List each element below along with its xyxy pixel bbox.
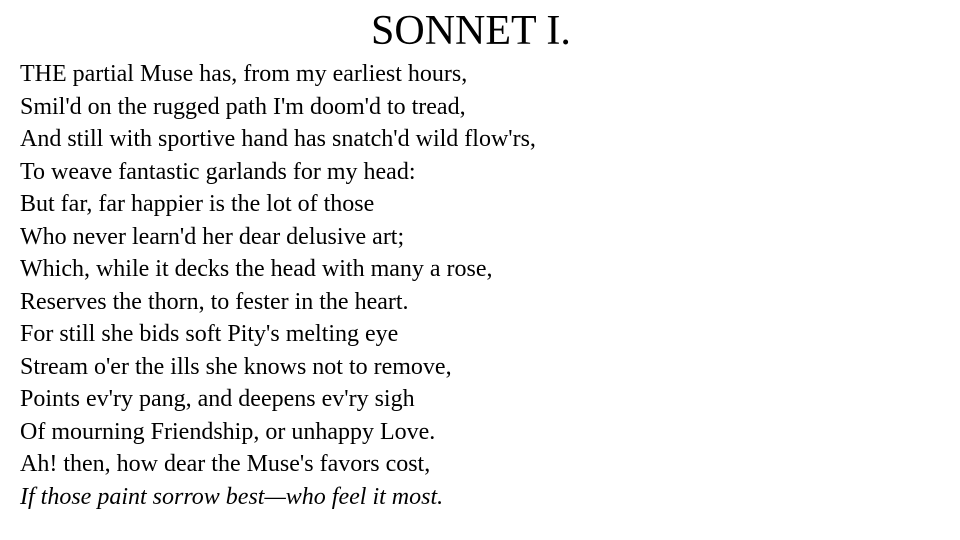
- poem-line: THE partial Muse has, from my earliest hours,: [20, 61, 468, 87]
- poem-line: To weave fantastic garlands for my head:: [20, 158, 416, 185]
- poem-line: Smil'd on the rugged path I'm doom'd to tread,: [20, 93, 466, 120]
- poem-line: Points ev'ry pang, and deepens ev'ry sigh: [20, 386, 415, 412]
- poem-line: Who never learn'd her dear delusive art;: [20, 223, 405, 250]
- poem-line: And still with sportive hand has snatch'd wild flow'rs,: [20, 126, 536, 152]
- poem-line: Stream o'er the ills she knows not to remove,: [20, 353, 452, 380]
- poem-line: Of mourning Friendship, or unhappy Love.: [20, 418, 436, 445]
- sonnet-title: SONNET I.: [371, 8, 571, 54]
- poem-line: But far, far happier is the lot of those: [20, 191, 375, 217]
- poem-final-line: If those paint sorrow best—who feel it most.: [20, 483, 444, 510]
- poem-line: For still she bids soft Pity's melting eye: [20, 321, 399, 347]
- poem-line: Ah! then, how dear the Muse's favors cost,: [20, 451, 431, 477]
- poem-line: Reserves the thorn, to fester in the heart.: [20, 288, 409, 315]
- sonnet-body: [20, 58, 536, 513]
- poem-line: Which, while it decks the head with many a rose,: [20, 256, 493, 282]
